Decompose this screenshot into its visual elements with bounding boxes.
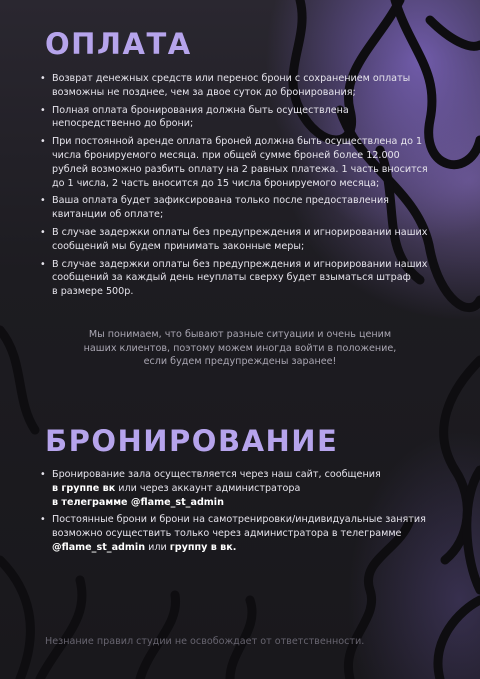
understanding-note — [0, 328, 480, 369]
rule-line — [52, 194, 448, 208]
rule-item — [38, 226, 448, 254]
rule-line — [52, 149, 448, 163]
highlight-text: группу в вк. — [169, 541, 237, 553]
highlight-text: в телеграмме @flame_st_admin — [52, 496, 224, 508]
rule-text: В случае задержки оплаты без предупреждения и игнорировании наших — [52, 258, 428, 270]
payment-title: ОПЛАТА — [45, 27, 192, 61]
rule-item — [38, 258, 448, 299]
rule-item — [38, 513, 448, 554]
rule-line — [52, 468, 448, 482]
rule-text: сообщений за каждый день неуплаты сверху будет взыматься штраф — [52, 272, 411, 284]
rule-text: квитанции об оплате; — [52, 209, 164, 221]
rule-text: Постоянные брони и брони на самотренировки/индивидуальные занятия — [52, 514, 426, 526]
rule-line — [52, 208, 448, 222]
rule-item — [38, 468, 448, 509]
rule-text: При постоянной аренде оплата броней должна быть осуществлена до 1 — [52, 136, 423, 148]
rule-item — [38, 194, 448, 222]
rule-item — [38, 104, 448, 132]
rule-text: В случае задержки оплаты без предупреждения и игнорировании наших — [52, 226, 428, 238]
rule-text: возможно осуществить только через администратора в телеграмме — [52, 528, 402, 540]
rule-item — [38, 72, 448, 100]
note-line: наших клиентов, поэтому можем иногда войти в положение, — [83, 342, 397, 354]
rule-item — [38, 135, 448, 190]
rule-line — [52, 86, 448, 100]
rule-line — [52, 527, 448, 541]
rule-text: в размере 500р. — [52, 286, 134, 298]
rule-line — [52, 117, 448, 131]
rule-line — [52, 240, 448, 254]
rule-text: или через аккаунт администратора — [115, 482, 301, 494]
rule-line — [52, 135, 448, 149]
rule-line — [52, 482, 448, 496]
booking-title: БРОНИРОВАНИЕ — [45, 424, 339, 458]
rule-line — [52, 541, 448, 555]
rule-text: возможны не позднее, чем за двое суток до бронирования; — [52, 86, 356, 98]
note-line: если будем предупреждены заранее! — [143, 356, 337, 368]
rule-text: Ваша оплата будет зафиксирована только после предоставления — [52, 195, 389, 207]
footer-disclaimer: Незнание правил студии не освобождает от ответственности. — [45, 636, 365, 647]
rule-text: рублей возможно разбить оплату на 2 равных платежа. 1 часть вносится — [52, 163, 428, 175]
rule-line — [52, 258, 448, 272]
payment-rules-list — [38, 72, 448, 303]
rule-line — [52, 496, 448, 510]
rule-text: непосредственно до брони; — [52, 118, 194, 130]
rule-line — [52, 72, 448, 86]
rule-text: до 1 числа, 2 часть вносится до 15 числа бронируемого месяца; — [52, 177, 380, 189]
rule-text: Полная оплата бронирования должна быть осуществлена — [52, 104, 349, 116]
rule-line — [52, 177, 448, 191]
highlight-text: в группе вк — [52, 482, 116, 494]
rule-line — [52, 226, 448, 240]
rule-text: Возврат денежных средств или перенос брони с сохранением оплаты — [52, 73, 411, 84]
rule-text: или — [145, 541, 170, 553]
rule-line — [52, 163, 448, 177]
note-line: Мы понимаем, что бывают разные ситуации и очень ценим — [88, 329, 392, 340]
rule-line — [52, 513, 448, 527]
booking-rules-list — [38, 468, 448, 559]
rule-text: сообщений мы будем принимать законные меры; — [52, 240, 305, 252]
rule-text: Бронирование зала осуществляется через наш сайт, сообщения — [52, 469, 381, 480]
rule-line — [52, 271, 448, 285]
highlight-text: @flame_st_admin — [52, 541, 146, 553]
rule-line — [52, 104, 448, 118]
rule-text: числа бронируемого месяца. при общей сумме броней более 12.000 — [52, 149, 400, 161]
rule-line — [52, 285, 448, 299]
